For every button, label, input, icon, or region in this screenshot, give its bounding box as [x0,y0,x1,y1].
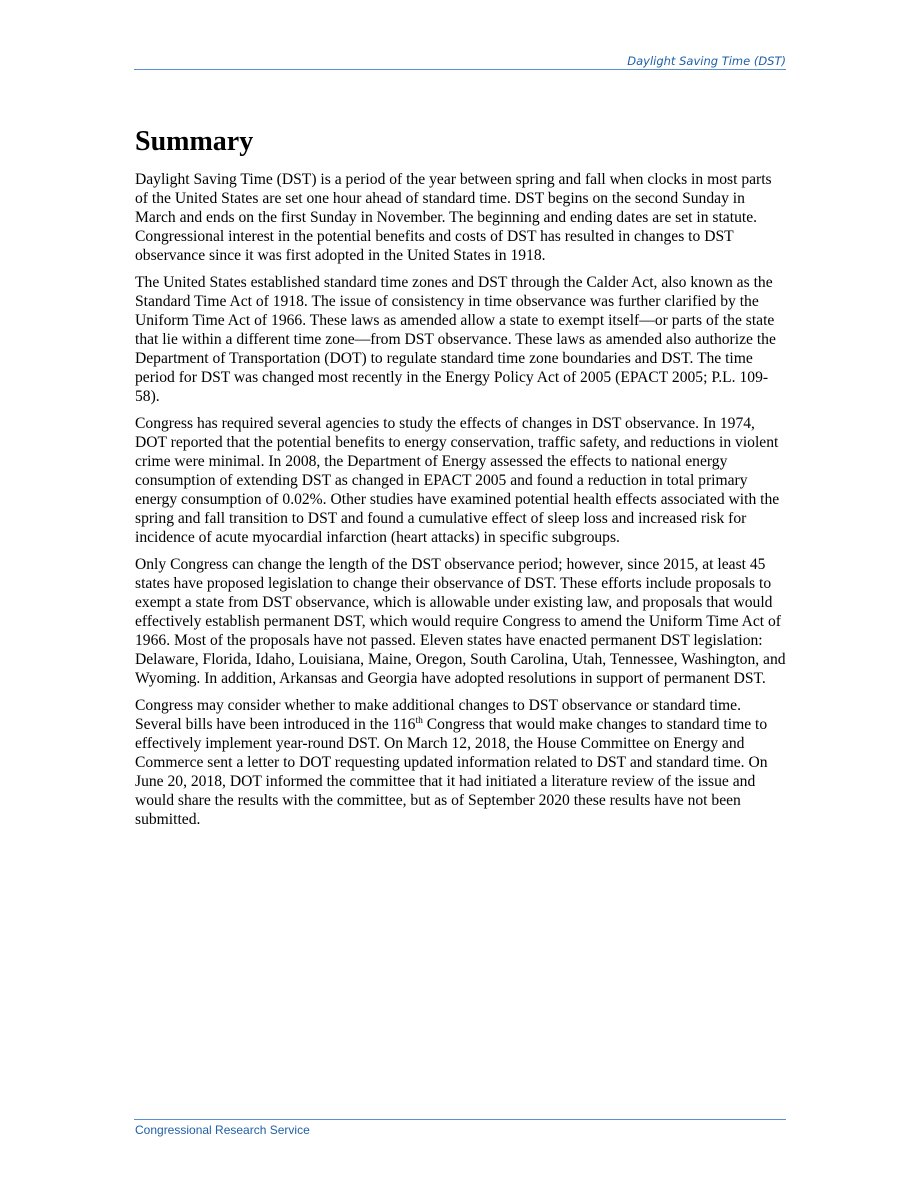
summary-paragraph-5 [135,696,787,829]
summary-section [135,124,787,837]
footer-divider [134,1119,786,1120]
running-header-title: Daylight Saving Time (DST) [627,54,786,68]
footer-publisher: Congressional Research Service [135,1123,310,1137]
ordinal-superscript: th [415,716,423,726]
summary-paragraph-1: Daylight Saving Time (DST) is a period of the year between spring and fall when clocks in most parts of the United States are set one hour ahead of standard time. DST begins on the second Sunday in March and ends on the first Sunday in November. The beginning and ending dates are set in statute. Congressional interest in the potential benefits and costs of DST has resulted in changes to DST observance since it was first adopted in the United States in 1918. [135,171,772,264]
header-divider [134,69,786,70]
summary-paragraph-2: The United States established standard time zones and DST through the Calder Act, also known as the Standard Time Act of 1918. The issue of consistency in time observance was further clarified by the Uniform Time Act of 1966. These laws as amended allow a state to exempt itself—or parts of the state that lie within a different time zone—from DST observance. These laws as amended also authorize the Department of Transportation (DOT) to regulate standard time zone boundaries and DST. The time period for DST was changed most recently in the Energy Policy Act of 2005 (EPACT 2005; P.L. 109-58). [135,274,776,405]
paragraph-5-text-start: Congress may consider whether to make additional changes to DST observance or standard time. Several bills have been introduced in the 116 [135,697,741,733]
summary-heading: Summary [135,126,254,157]
paragraph-5-text-end: Congress that would make changes to standard time to effectively implement year-round DST. On March 12, 2018, the House Committee on Energy and Commerce sent a letter to DOT requesting updated information related to DST and standard time. On June 20, 2018, DOT informed the committee that it had initiated a literature review of the issue and would share the results with the committee, but as of September 2020 these results have not been submitted. [135,716,768,828]
summary-paragraph-3: Congress has required several agencies to study the effects of changes in DST observance. In 1974, DOT reported that the potential benefits to energy conservation, traffic safety, and reductions in violent crime were minimal. In 2008, the Department of Energy assessed the effects to national energy consumption of extending DST as changed in EPACT 2005 and found a reduction in total primary energy consumption of 0.02%. Other studies have examined potential health effects associated with the spring and fall transition to DST and found a cumulative effect of sleep loss and increased risk for incidence of acute myocardial infarction (heart attacks) in specific subgroups. [135,415,780,546]
summary-paragraph-4: Only Congress can change the length of the DST observance period; however, since 2015, at least 45 states have proposed legislation to change their observance of DST. These efforts include proposals to exempt a state from DST observance, which is allowable under existing law, and proposals that would effectively establish permanent DST, which would require Congress to amend the Uniform Time Act of 1966. Most of the proposals have not passed. Eleven states have enacted permanent DST legislation: Delaware, Florida, Idaho, Louisiana, Maine, Oregon, South Carolina, Utah, Tennessee, Washington, and Wyoming. In addition, Arkansas and Georgia have adopted resolutions in support of permanent DST. [135,556,786,687]
